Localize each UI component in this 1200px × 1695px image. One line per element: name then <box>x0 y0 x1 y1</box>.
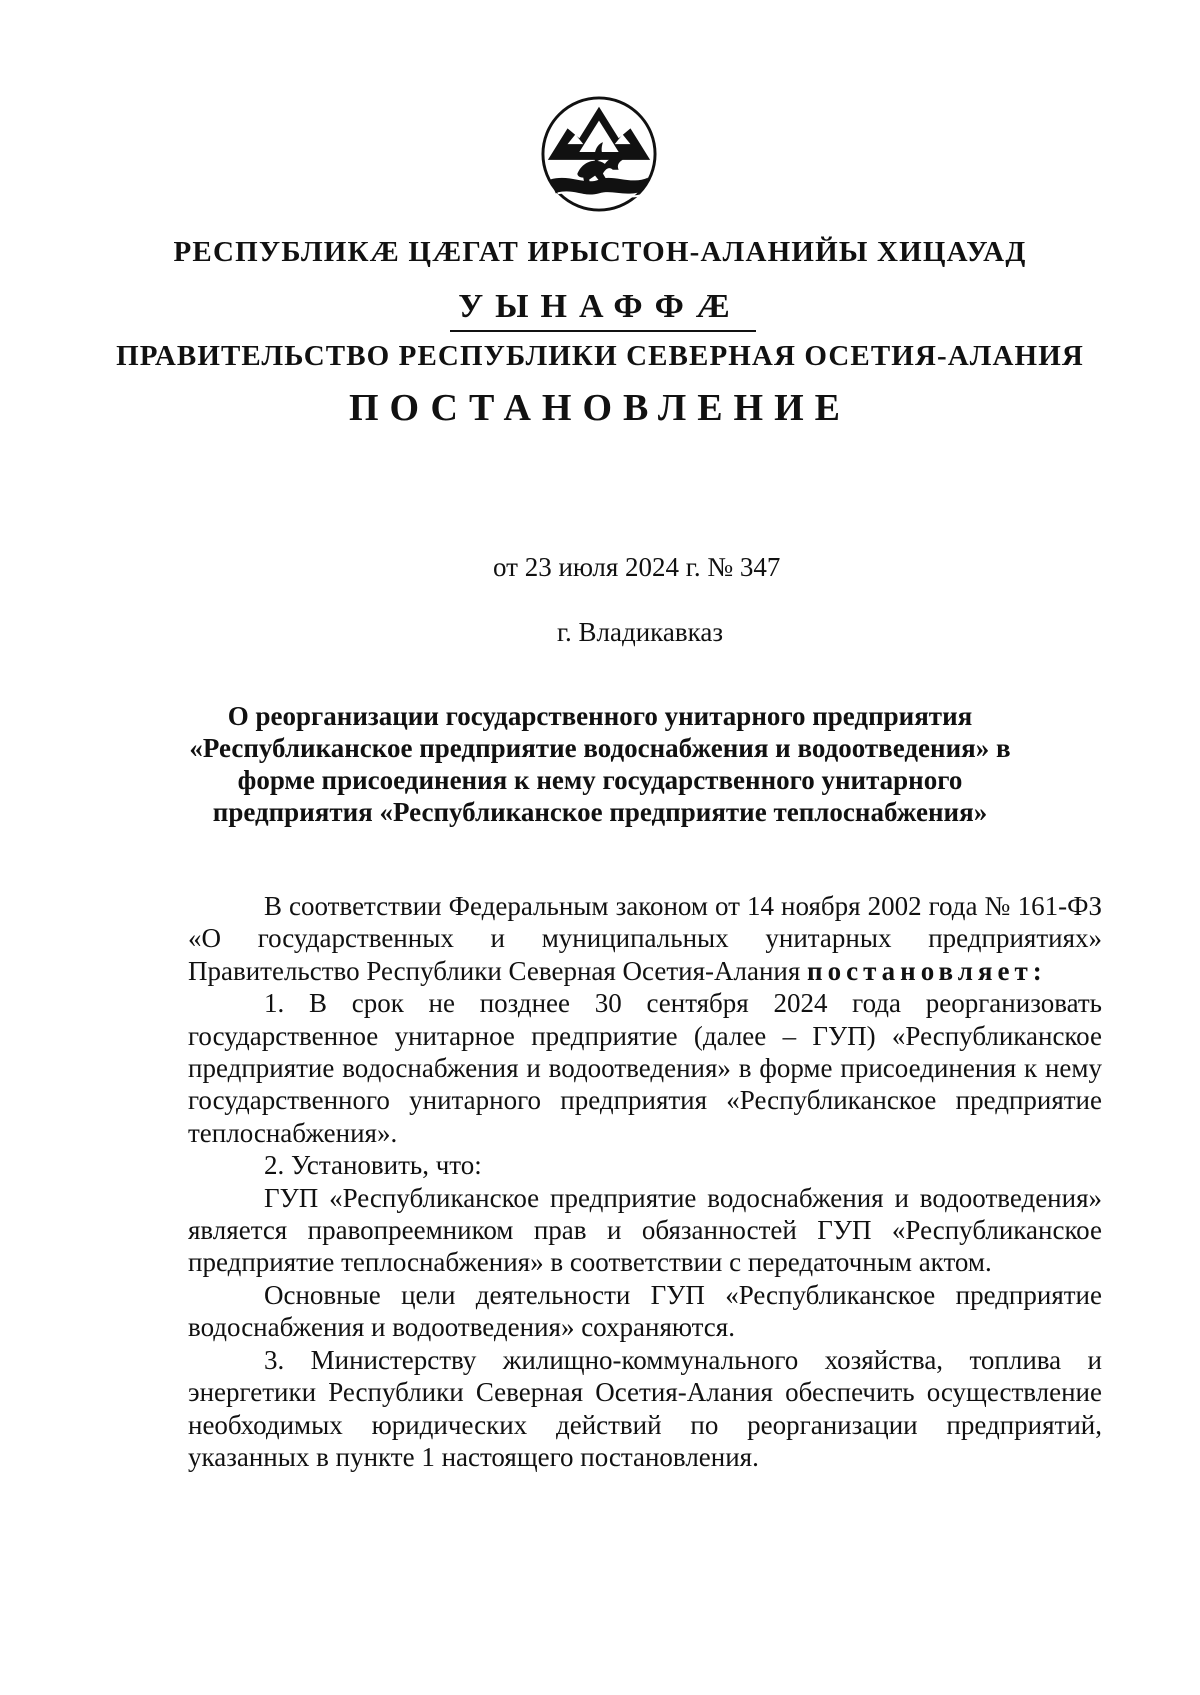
title-line: форме присоединения к нему государственного унитарного <box>237 765 963 795</box>
document-body <box>188 890 1102 1473</box>
ossetian-document-type: УЫНАФФÆ <box>458 288 742 325</box>
ossetian-government-title: РЕСПУБЛИКÆ ЦÆГАТ ИРЫСТОН-АЛАНИЙЫ ХИЦАУАД <box>173 236 1027 268</box>
item-1-paragraph: 1. В срок не позднее 30 сентября 2024 года реорганизовать государственное унитарное предприятие (далее – ГУП) «Республиканское предприятие водоснабжения и водоотведения» в форме присоединения к нему государственного унитарного предприятия «Республиканское предприятие теплоснабжения». <box>188 988 1102 1148</box>
document-title <box>0 700 1200 828</box>
title-line: «Республиканское предприятие водоснабжения и водоотведения» в <box>189 733 1011 763</box>
preamble-text: В соответствии Федеральным законом от 14 ноября 2002 года № 161-ФЗ «О государственных и муниципальных унитарных предприятиях» Правительство Республики Северная Осетия-Алания <box>188 891 1102 986</box>
title-line: предприятия «Республиканское предприятие теплоснабжения» <box>212 797 988 827</box>
item-2-paragraph-b: Основные цели деятельности ГУП «Республиканское предприятие водоснабжения и водоотведения» сохраняются. <box>188 1279 1102 1343</box>
title-line: О реорганизации государственного унитарного предприятия <box>227 701 973 731</box>
resolves-word: постановляет: <box>807 955 1047 986</box>
russian-document-type: ПОСТАНОВЛЕНИЕ <box>348 387 852 429</box>
russian-government-title: ПРАВИТЕЛЬСТВО РЕСПУБЛИКИ СЕВЕРНАЯ ОСЕТИЯ-АЛАНИЯ <box>116 340 1084 372</box>
item-2-intro: 2. Установить, что: <box>264 1150 482 1181</box>
document-city: г. Владикавказ <box>557 617 723 647</box>
preamble-paragraph <box>188 890 1102 987</box>
coat-of-arms-icon <box>540 95 658 213</box>
header-underline <box>450 330 756 332</box>
item-2-paragraph-a: ГУП «Республиканское предприятие водоснабжения и водоотведения» является правопреемником прав и обязанностей ГУП «Республиканское предприятие теплоснабжения» в соответствии с передаточным актом. <box>188 1182 1102 1278</box>
item-3-paragraph: 3. Министерству жилищно-коммунального хозяйства, топлива и энергетики Республики Северная Осетия-Алания обеспечить осуществление необходимых юридических действий по реорганизации предприятий, указанных в пункте 1 настоящего постановления. <box>188 1344 1102 1472</box>
document-date-number: от 23 июля 2024 г. № 347 <box>493 552 781 582</box>
